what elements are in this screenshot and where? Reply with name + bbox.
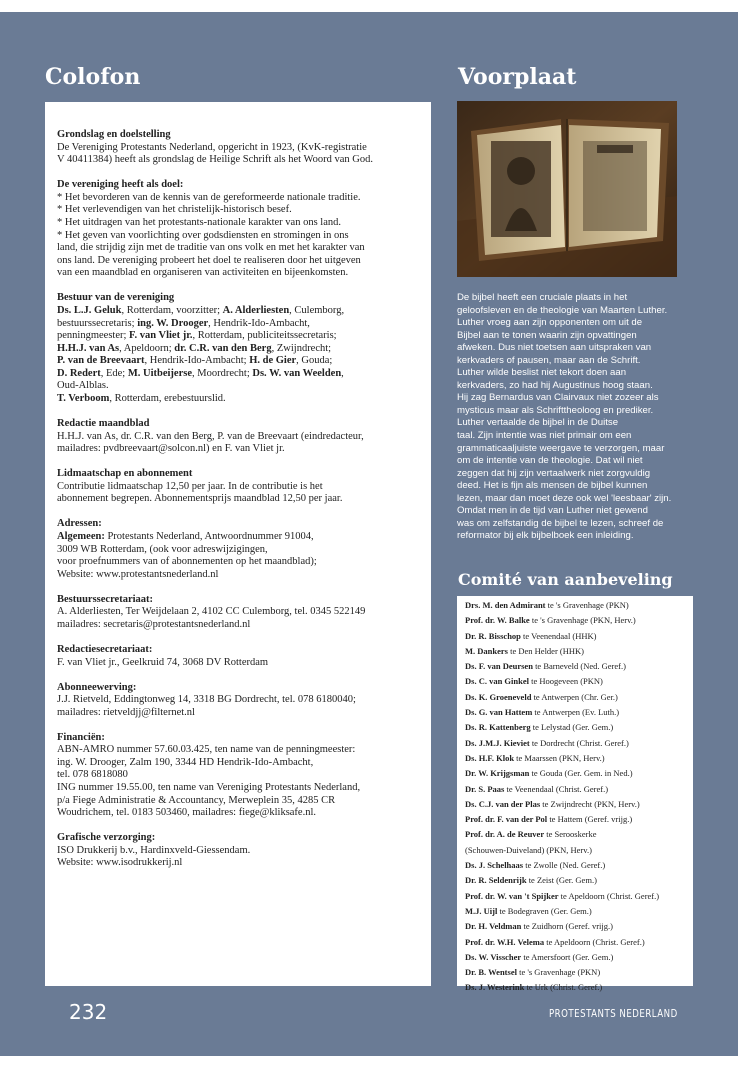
comite-member xyxy=(465,690,693,705)
text-line xyxy=(57,242,421,255)
text-line: Luther vertaalde de bijbel in de Duitse xyxy=(457,417,619,429)
text-line xyxy=(57,857,421,870)
text-run: , Apeldoorn; xyxy=(119,342,175,354)
text-line xyxy=(57,443,421,456)
bold-name: Ds. W. van Weelden xyxy=(252,367,342,379)
colofon-section xyxy=(57,518,421,581)
text-run: A. Alderliesten, Ter Weijdelaan 2, 4102 CC Culemborg, tel. 0345 522149 xyxy=(57,606,366,618)
bold-name: M. Uitbeijerse xyxy=(127,367,192,379)
comite-member xyxy=(465,674,693,689)
text-run: , Culemborg, xyxy=(289,304,345,316)
colofon-section xyxy=(57,594,421,632)
text-run: V 40411384) heeft als grondslag de Heilige Schrift als het Woord van God. xyxy=(57,154,373,166)
text-run: te Antwerpen (Ev. Luth.) xyxy=(532,707,620,718)
comite-member xyxy=(465,812,693,827)
text-run: Woudrichem, tel. 0183 503460, mailadres: fiege@kliksafe.nl. xyxy=(57,807,317,819)
text-line: Omdat men in de tijd van Luther niet gewend xyxy=(457,505,648,517)
bold-name: ing. W. Drooger xyxy=(137,317,209,329)
comite-heading: Comité van aanbeveling xyxy=(458,570,673,589)
bold-name: Ds. R. Kattenberg xyxy=(465,722,531,733)
text-line xyxy=(57,556,421,569)
text-line xyxy=(57,782,421,795)
text-run: Contributie lidmaatschap 12,50 per jaar. In de contributie is het xyxy=(57,480,323,492)
text-line xyxy=(57,807,421,820)
text-line xyxy=(57,531,421,544)
text-run: voor proefnummers van of abonnementen op het maandblad); xyxy=(57,556,317,568)
section-title: Lidmaatschap en abonnement xyxy=(57,468,193,480)
text-run: , Ede; xyxy=(100,367,128,379)
bold-name: Prof. dr. F. van der Pol xyxy=(465,814,548,825)
bold-name: Ds. F. van Deursen xyxy=(465,661,533,672)
text-run: te Veenendaal (HHK) xyxy=(520,630,597,641)
text-run: F. van Vliet jr., Geelkruid 74, 3068 DV Rotterdam xyxy=(57,656,269,668)
bold-name: A. Alderliesten xyxy=(222,304,290,316)
bold-name: M.J. Uijl xyxy=(465,905,498,916)
bold-name: Ds. W. Visscher xyxy=(465,951,522,962)
section-title: Abonneewerving: xyxy=(57,681,137,693)
colofon-section xyxy=(57,129,421,167)
text-line: De bijbel heeft een cruciale plaats in het xyxy=(457,292,628,303)
text-run: ons land. De vereniging probeert het doel te realiseren door het uitgeven xyxy=(57,254,361,266)
comite-member xyxy=(465,751,693,766)
text-line xyxy=(57,192,421,205)
text-line xyxy=(57,481,421,494)
comite-member xyxy=(465,858,693,873)
section-title: Bestuurssecretariaat: xyxy=(57,593,154,605)
text-line: kerkvaders of pausen, maar aan de Schrift. xyxy=(457,354,641,366)
comite-member xyxy=(465,843,693,858)
text-run: Website: www.isodrukkerij.nl xyxy=(57,857,183,869)
bold-name: Dr. H. Veldman xyxy=(465,921,522,932)
bold-name: Ds. G. van Hattem xyxy=(465,707,533,718)
bold-name: Dr. R. Bisschop xyxy=(465,630,521,641)
section-title: Bestuur van de vereniging xyxy=(57,292,175,304)
bold-name: Prof. dr. W. van 't Spijker xyxy=(465,890,559,901)
text-run: , Hendrik-Ido-Ambacht; xyxy=(144,355,250,367)
comite-member xyxy=(465,919,693,934)
comite-list xyxy=(457,596,693,993)
bold-name: P. van de Breevaart xyxy=(57,355,145,367)
text-line: Bijbel aan te tonen waarin zijn opvattingen xyxy=(457,329,637,341)
text-run: mailadres: pvdbreevaart@solcon.nl) en F. van Vliet jr. xyxy=(57,443,285,455)
text-run: , Rotterdam, publiciteitssecretaris; xyxy=(192,330,337,342)
text-run: Oud-Alblas. xyxy=(57,380,109,392)
text-run: te Zeist (Ger. Gem.) xyxy=(526,875,597,886)
text-line: taal. Zijn intentie was niet primair om een xyxy=(457,430,632,442)
text-run: De Vereniging Protestants Nederland, opgericht in 1923, (KvK-registratie xyxy=(57,141,367,153)
text-line xyxy=(57,230,421,243)
bold-name: Ds. H.F. Klok xyxy=(465,752,515,763)
comite-member xyxy=(465,705,693,720)
bold-name: T. Verboom xyxy=(57,393,110,405)
text-run: , Zwijndrecht; xyxy=(271,342,332,354)
text-run: te Zwolle (Ned. Geref.) xyxy=(523,860,606,871)
text-line: Hij zag Bernardus van Clairvaux niet zozeer als xyxy=(457,392,659,404)
text-line xyxy=(57,795,421,808)
text-run: mailadres: secretaris@protestantsnederland.nl xyxy=(57,618,251,630)
colofon-section xyxy=(57,179,421,280)
text-run: * Het geven van voorlichting over godsdiensten en stromingen in ons xyxy=(57,229,349,241)
text-line xyxy=(57,204,421,217)
bold-name: Drs. M. den Admirant xyxy=(465,600,546,610)
bold-name: Dr. W. Krijgsman xyxy=(465,768,530,779)
comite-member xyxy=(465,904,693,919)
text-run: te 's Gravenhage (PKN) xyxy=(516,967,601,978)
text-line xyxy=(57,769,421,782)
text-run: ing. W. Drooger, Zalm 190, 3344 HD Hendrik-Ido-Ambacht, xyxy=(57,756,314,768)
text-line xyxy=(57,267,421,280)
cover-image-open-bible xyxy=(457,101,677,277)
text-line xyxy=(57,744,421,757)
page-number: 232 xyxy=(69,1000,108,1024)
text-run: , Moordrecht; xyxy=(192,367,253,379)
text-line xyxy=(57,431,421,444)
section-title: Financiën: xyxy=(57,731,105,743)
text-line: lezen, maar dan moet deze ook wel 'leesbaar' zijn. xyxy=(457,492,672,504)
text-run: land, die strijdig zijn met de traditie van ons volk en met het karakter van xyxy=(57,242,365,254)
colofon-section xyxy=(57,292,421,405)
text-run: te Apeldoorn (Christ. Geref.) xyxy=(544,936,645,947)
bold-name: Ds. J. Schelhaas xyxy=(465,860,524,871)
comite-member xyxy=(465,782,693,797)
text-line: reformator bij elk bijbelboek een inleiding. xyxy=(457,530,634,542)
text-run: H.H.J. van As, dr. C.R. van den Berg, P. van de Breevaart (eindredacteur, xyxy=(57,430,364,442)
cover-description xyxy=(457,292,693,543)
text-run: abonnement begrepen. Abonnementsprijs maandblad 12,50 per jaar. xyxy=(57,493,343,505)
voorplaat-heading: Voorplaat xyxy=(458,64,577,90)
text-line xyxy=(57,544,421,557)
section-title: Adressen: xyxy=(57,518,102,530)
text-line xyxy=(57,142,421,155)
text-line xyxy=(57,657,421,670)
text-run: J.J. Rietveld, Eddingtonweg 14, 3318 BG Dordrecht, tel. 078 6180040; xyxy=(57,694,356,706)
text-run: te Zwijndrecht (PKN, Herv.) xyxy=(540,798,640,809)
text-line xyxy=(57,380,421,393)
text-run: 3009 WB Rotterdam, (ook voor adreswijzigingen, xyxy=(57,543,268,555)
text-line xyxy=(57,355,421,368)
comite-member xyxy=(465,644,693,659)
text-line xyxy=(57,845,421,858)
text-run: * Het bevorderen van de kennis van de gereformeerde nationale traditie. xyxy=(57,191,361,203)
text-run: te Zuidhorn (Geref. vrijg.) xyxy=(521,921,613,932)
bold-name: Prof. dr. W.H. Velema xyxy=(465,936,545,947)
text-run: * Het verlevendigen van het christelijk-historisch besef. xyxy=(57,204,292,216)
text-line: was om zelfstandig de bijbel te lezen, schreef de xyxy=(457,517,664,529)
text-run: * Het uitdragen van het protestants-nationale karakter van ons land. xyxy=(57,216,341,228)
text-run: te Barneveld (Ned. Geref.) xyxy=(532,661,626,672)
bold-name: Algemeen: xyxy=(57,530,105,542)
comite-member xyxy=(465,659,693,674)
text-line xyxy=(57,606,421,619)
section-title: Redactiesecretariaat: xyxy=(57,643,153,655)
colofon-section xyxy=(57,468,421,506)
bold-name: Ds. C.J. van der Plas xyxy=(465,798,541,809)
bold-name: Ds. K. Groeneveld xyxy=(465,691,532,702)
text-run: te Lelystad (Ger. Gem.) xyxy=(530,722,614,733)
bold-name: Ds. L.J. Geluk xyxy=(57,304,122,316)
text-line xyxy=(57,305,421,318)
comite-member xyxy=(465,980,693,995)
text-line: geloofsleven en de theologie van Maarten Luther. xyxy=(457,304,668,316)
bold-name: Prof. dr. W. Balke xyxy=(465,615,530,626)
text-run: Website: www.protestantsnederland.nl xyxy=(57,568,219,580)
comite-member xyxy=(465,889,693,904)
text-run: ING nummer 19.55.00, ten name van Vereniging Protestants Nederland, xyxy=(57,782,361,794)
bold-name: Dr. B. Wentsel xyxy=(465,967,517,978)
colofon-heading: Colofon xyxy=(45,64,141,90)
comite-member xyxy=(465,766,693,781)
text-run: te Veenendaal (Christ. Geref.) xyxy=(504,783,609,794)
text-run: (Schouwen-Duiveland) (PKN, Herv.) xyxy=(465,844,592,855)
comite-member xyxy=(465,950,693,965)
text-line: Luther vroeg aan zijn opponenten om uit de xyxy=(457,317,643,329)
text-line: afweken. Dus niet toetsen aan uitspraken van xyxy=(457,342,652,354)
comite-member xyxy=(465,873,693,888)
bold-name: D. Redert xyxy=(57,367,101,379)
comite-member xyxy=(465,965,693,980)
comite-member xyxy=(465,598,693,613)
text-run: Protestants Nederland, Antwoordnummer 91004, xyxy=(104,530,314,542)
text-run: te Den Helder (HHK) xyxy=(507,645,584,656)
comite-member xyxy=(465,797,693,812)
text-line xyxy=(57,393,421,406)
text-run: te Dordrecht (Christ. Geref.) xyxy=(529,737,629,748)
text-line: grammaticaaljuiste weergave te verzorgen, maar xyxy=(457,442,665,454)
section-title: Redactie maandblad xyxy=(57,418,150,430)
colofon-section xyxy=(57,682,421,720)
bold-name: Dr. S. Paas xyxy=(465,783,505,794)
text-line: zeggen dat hij zijn vertaalwerk niet zorgvuldig xyxy=(457,467,651,479)
text-run: te Hattem (Geref. vrijg.) xyxy=(547,814,633,825)
text-line xyxy=(57,368,421,381)
text-run: te Bodegraven (Ger. Gem.) xyxy=(497,905,592,916)
text-line: mysticus maar als Schrifttheoloog en prediker. xyxy=(457,404,654,416)
text-run: te Serooskerke xyxy=(544,829,597,840)
text-run: p/a Fiege Administratie & Accountancy, Merweplein 35, 4285 CR xyxy=(57,794,336,806)
text-line: kerkvaders, zo had hij Augustinus hoog staan. xyxy=(457,379,653,391)
text-run: tel. 078 6818080 xyxy=(57,769,128,781)
bold-name: Ds. J.M.J. Kieviet xyxy=(465,737,530,748)
bold-name: Ds. J. Westerink xyxy=(465,982,525,993)
bold-name: Prof. dr. A. de Reuver xyxy=(465,829,545,840)
bold-name: Dr. R. Seldenrijk xyxy=(465,875,527,886)
text-run: te Antwerpen (Chr. Ger.) xyxy=(531,691,618,702)
bold-name: dr. C.R. van den Berg xyxy=(174,342,272,354)
text-line xyxy=(57,493,421,506)
comite-member xyxy=(465,629,693,644)
text-line xyxy=(57,757,421,770)
text-line: Luther wilde beslist niet tekort doen aan xyxy=(457,367,627,379)
text-run: , Gouda; xyxy=(296,355,333,367)
text-run: te Gouda (Ger. Gem. in Ned.) xyxy=(529,768,633,779)
colofon-section xyxy=(57,832,421,870)
text-run: , Rotterdam, voorzitter; xyxy=(121,304,223,316)
text-run: bestuurssecretaris; xyxy=(57,317,138,329)
text-run: te Amersfoort (Ger. Gem.) xyxy=(521,951,614,962)
bold-name: H.H.J. van As xyxy=(57,342,120,354)
text-run: van een maandblad en organiseren van activiteiten en bijeenkomsten. xyxy=(57,267,349,279)
bold-name: Ds. C. van Ginkel xyxy=(465,676,529,687)
section-title: Grafische verzorging: xyxy=(57,832,156,844)
text-line xyxy=(57,569,421,582)
text-line xyxy=(57,154,421,167)
text-line xyxy=(57,255,421,268)
colofon-section xyxy=(57,418,421,456)
text-run: te 's Gravenhage (PKN, Herv.) xyxy=(529,615,636,626)
comite-member xyxy=(465,736,693,751)
comite-member xyxy=(465,827,693,842)
comite-member xyxy=(465,720,693,735)
text-line: om de intentie van de theologie. Dat wil niet xyxy=(457,455,643,467)
text-run: te Apeldoorn (Christ. Geref.) xyxy=(558,890,660,901)
text-line xyxy=(57,330,421,343)
text-run: ABN-AMRO nummer 57.60.03.425, ten name van de penningmeester: xyxy=(57,744,356,756)
colofon-panel xyxy=(45,102,431,986)
colofon-section xyxy=(57,732,421,820)
text-line xyxy=(57,217,421,230)
text-run: te Hoogeveen (PKN) xyxy=(529,676,603,687)
text-run: te Maarssen (PKN, Herv.) xyxy=(514,752,605,763)
section-title: Grondslag en doelstelling xyxy=(57,129,171,140)
text-run: , Rotterdam, erebestuurslid. xyxy=(109,393,226,405)
comite-member xyxy=(465,935,693,950)
text-run: mailadres: rietveldjj@filternet.nl xyxy=(57,706,195,718)
colofon-section xyxy=(57,644,421,669)
text-run: penningmeester; xyxy=(57,330,130,342)
text-run: te 's Gravenhage (PKN) xyxy=(545,600,629,610)
text-run: , Hendrik-Ido-Ambacht, xyxy=(208,317,310,329)
bold-name: F. van Vliet jr. xyxy=(129,330,193,342)
text-line xyxy=(57,707,421,720)
text-run: te Urk (Christ. Geref.) xyxy=(524,982,603,993)
section-title: De vereniging heeft als doel: xyxy=(57,179,184,191)
bold-name: M. Dankers xyxy=(465,645,508,656)
text-line xyxy=(57,318,421,331)
bold-name: H. de Gier xyxy=(249,355,297,367)
text-line: deed. Het is fijn als mensen de bijbel kunnen xyxy=(457,480,648,492)
text-line xyxy=(57,343,421,356)
text-line xyxy=(57,619,421,632)
footer-brand: PROTESTANTS NEDERLAND xyxy=(549,1008,678,1020)
text-run: ISO Drukkerij b.v., Hardinxveld-Giessendam. xyxy=(57,844,251,856)
comite-member xyxy=(465,613,693,628)
text-run: , xyxy=(341,367,344,379)
text-line xyxy=(57,694,421,707)
